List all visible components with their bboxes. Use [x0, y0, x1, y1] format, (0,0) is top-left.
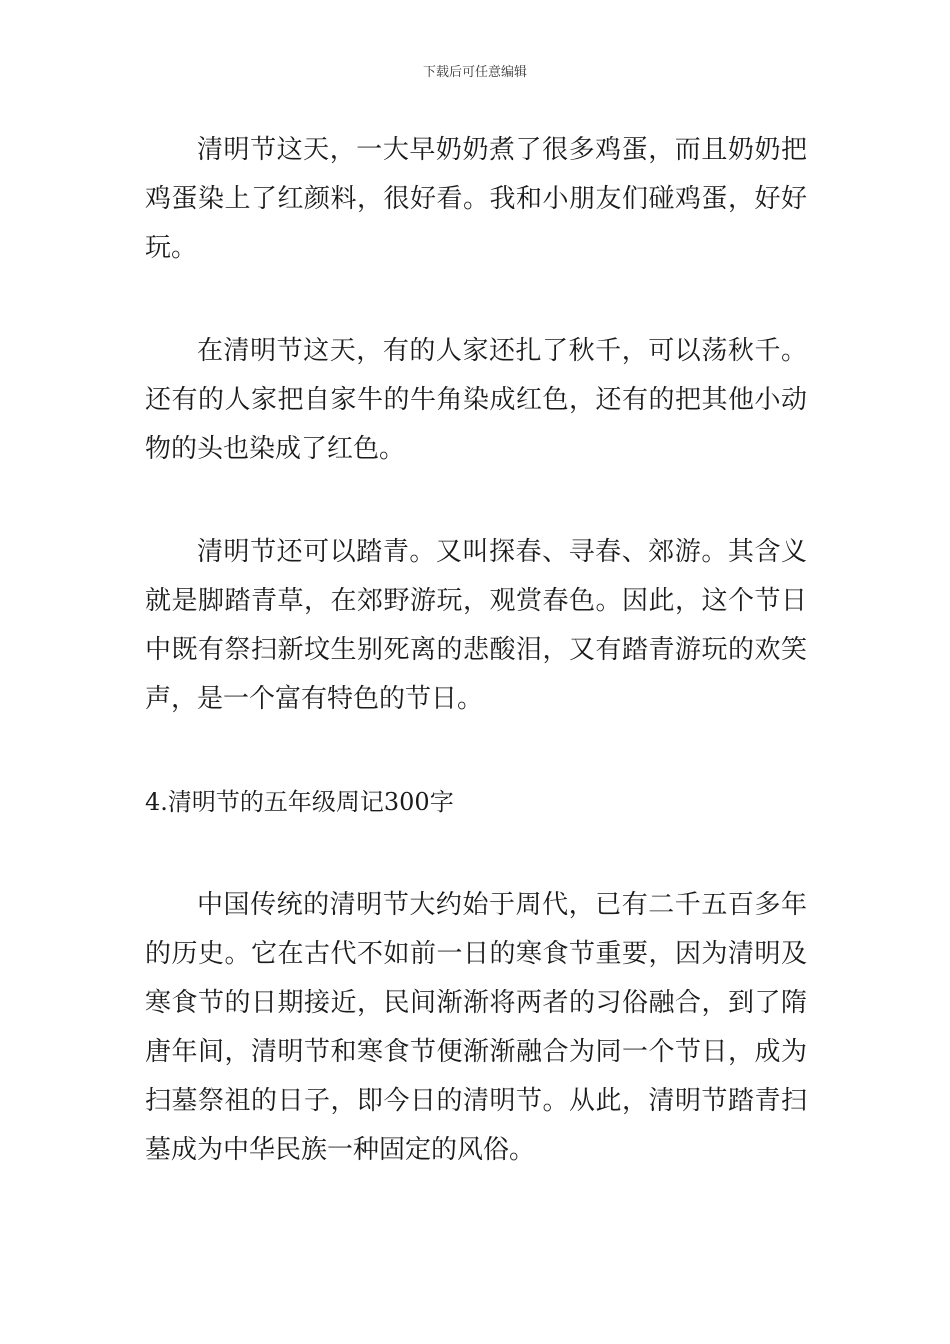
paragraph-history: 中国传统的清明节大约始于周代，已有二千五百多年的历史。它在古代不如前一日的寒食节重要，因为清明及寒食节的日期接近，民间渐渐将两者的习俗融合，到了隋唐年间，清明节和寒食节便渐渐融合为同一个节日，成为扫墓祭祖的日子，即今日的清明节。从此，清明节踏青扫墓成为中华民族一种固定的风俗。: [145, 890, 807, 1165]
section-heading: 4.清明节的五年级周记300字: [145, 788, 454, 816]
page-header: 下载后可任意编辑: [422, 65, 527, 80]
document-body: [145, 126, 807, 1175]
paragraph-outing: 清明节还可以踏青。又叫探春、寻春、郊游。其含义就是脚踏青草，在郊野游玩，观赏春色。因此，这个节日中既有祭扫新坟生别死离的悲酸泪，又有踏青游玩的欢笑声，是一个富有特色的节日。: [145, 537, 807, 714]
paragraph-swing: 在清明节这天，有的人家还扎了秋千，可以荡秋千。还有的人家把自家牛的牛角染成红色，还有的把其他小动物的头也染成了红色。: [145, 336, 807, 464]
paragraph-egg-dyeing: 清明节这天，一大早奶奶煮了很多鸡蛋，而且奶奶把鸡蛋染上了红颜料，很好看。我和小朋友们碰鸡蛋，好好玩。: [145, 135, 807, 263]
